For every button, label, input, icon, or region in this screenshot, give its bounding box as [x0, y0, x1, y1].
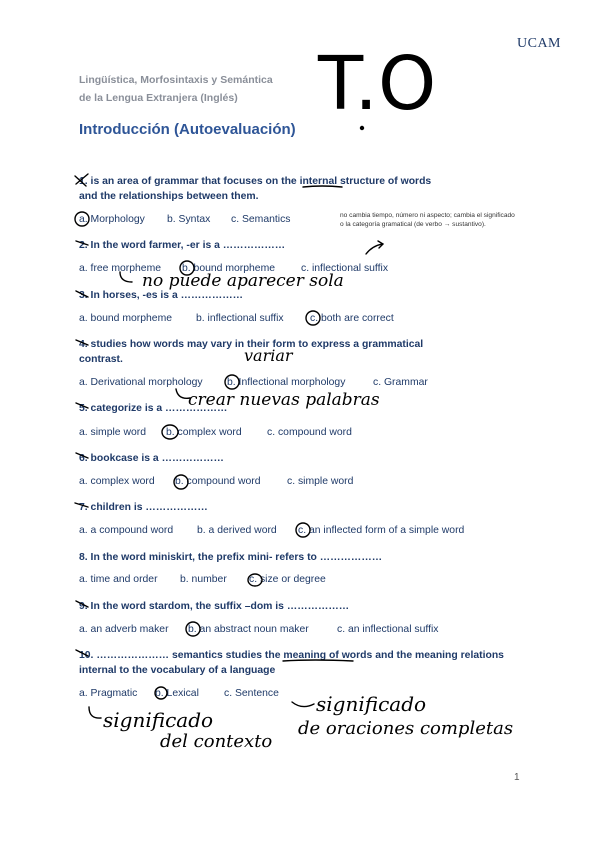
question-10-line-2: internal to the vocabulary of a language	[79, 665, 276, 676]
question-2: 2. In the word farmer, -er is a ………………	[79, 240, 286, 251]
option-10b[interactable]: b. Lexical	[155, 688, 199, 699]
option-9c[interactable]: c. an inflectional suffix	[337, 624, 439, 635]
option-9b[interactable]: b. an abstract noun maker	[188, 624, 309, 635]
question-4	[79, 337, 519, 367]
question-10	[79, 648, 519, 678]
option-2a[interactable]: a. free morpheme	[79, 263, 162, 274]
option-7a[interactable]: a. a compound word	[79, 525, 174, 536]
course-line-2: de la Lengua Extranjera (Inglés)	[79, 92, 238, 104]
page-title: Introducción (Autoevaluación)	[79, 121, 296, 138]
hook-pragmatic	[89, 707, 101, 718]
option-1c[interactable]: c. Semantics	[231, 214, 291, 225]
course-title	[79, 71, 273, 107]
question-1	[79, 174, 519, 204]
hook-sentence	[292, 702, 314, 707]
option-3c[interactable]: c. both are correct	[310, 313, 394, 324]
option-9a[interactable]: a. an adverb maker	[79, 624, 169, 635]
option-4b[interactable]: b. Inflectional morphology	[227, 377, 346, 388]
handwritten-note-sentence-1: significado	[316, 692, 427, 716]
course-line-1: Lingüística, Morfosintaxis y Semántica	[79, 74, 273, 86]
option-7b[interactable]: b. a derived word	[197, 525, 277, 536]
option-4a[interactable]: a. Derivational morphology	[79, 377, 203, 388]
option-6b[interactable]: b. compound word	[175, 476, 261, 487]
option-8c[interactable]: c. size or degree	[249, 574, 326, 585]
option-6a[interactable]: a. complex word	[79, 476, 155, 487]
question-4-line-1: 4. studies how words may vary in their form to express a grammatical	[79, 339, 424, 350]
question-3: 3. In horses, -es is a ………………	[79, 290, 243, 301]
question-1-line-1: 1. is an area of grammar that focuses on the internal structure of words	[79, 176, 432, 187]
option-4c[interactable]: c. Grammar	[373, 377, 428, 388]
question-1-line-2: and the relationships between them.	[79, 191, 259, 202]
option-1a[interactable]: a. Morphology	[79, 214, 145, 225]
handwritten-note-q4: variar	[244, 346, 293, 365]
page-number: 1	[514, 772, 520, 783]
ucam-logo: UCAM	[517, 36, 562, 51]
handwritten-note-q4-2: crear nuevas palabras	[188, 390, 380, 410]
option-7c[interactable]: c. an inflected form of a simple word	[298, 525, 465, 536]
handwritten-note-pragmatic-2: del contexto	[160, 731, 273, 752]
option-3a[interactable]: a. bound morpheme	[79, 313, 172, 324]
option-10c[interactable]: c. Sentence	[224, 688, 279, 699]
option-1b[interactable]: b. Syntax	[167, 214, 211, 225]
question-4-line-2: contrast.	[79, 354, 123, 365]
option-5c[interactable]: c. compound word	[267, 427, 352, 438]
option-5a[interactable]: a. simple word	[79, 427, 146, 438]
handwritten-to: T.O	[318, 41, 437, 127]
option-8b[interactable]: b. number	[180, 574, 227, 585]
option-6c[interactable]: c. simple word	[287, 476, 354, 487]
option-2b[interactable]: b. bound morpheme	[182, 263, 275, 274]
handwritten-note-pragmatic-1: significado	[103, 708, 214, 732]
question-6: 6. bookcase is a ………………	[79, 453, 224, 464]
option-8a[interactable]: a. time and order	[79, 574, 158, 585]
question-10-line-1: 10. ………………… semantics studies the meaning of words and the meaning relations	[79, 650, 504, 661]
printed-note: no cambia tiempo, número ni aspecto; cambia el significado o la categoría gramatical (de verbo → sustantivo).	[340, 212, 515, 228]
handwritten-note-sentence-2: de oraciones completas	[298, 718, 514, 739]
option-2c[interactable]: c. inflectional suffix	[301, 263, 389, 274]
option-10a[interactable]: a. Pragmatic	[79, 688, 138, 699]
question-5: 5. categorize is a ………………	[79, 403, 228, 414]
option-5b[interactable]: b. complex word	[166, 427, 242, 438]
option-3b[interactable]: b. inflectional suffix	[196, 313, 284, 324]
question-9: 9. In the word stardom, the suffix –dom is ………………	[79, 601, 350, 612]
question-8: 8. In the word miniskirt, the prefix mini- refers to ………………	[79, 552, 383, 563]
question-7: 7. children is ………………	[79, 502, 208, 513]
handwritten-note-q2: no puede aparecer sola	[142, 271, 344, 291]
